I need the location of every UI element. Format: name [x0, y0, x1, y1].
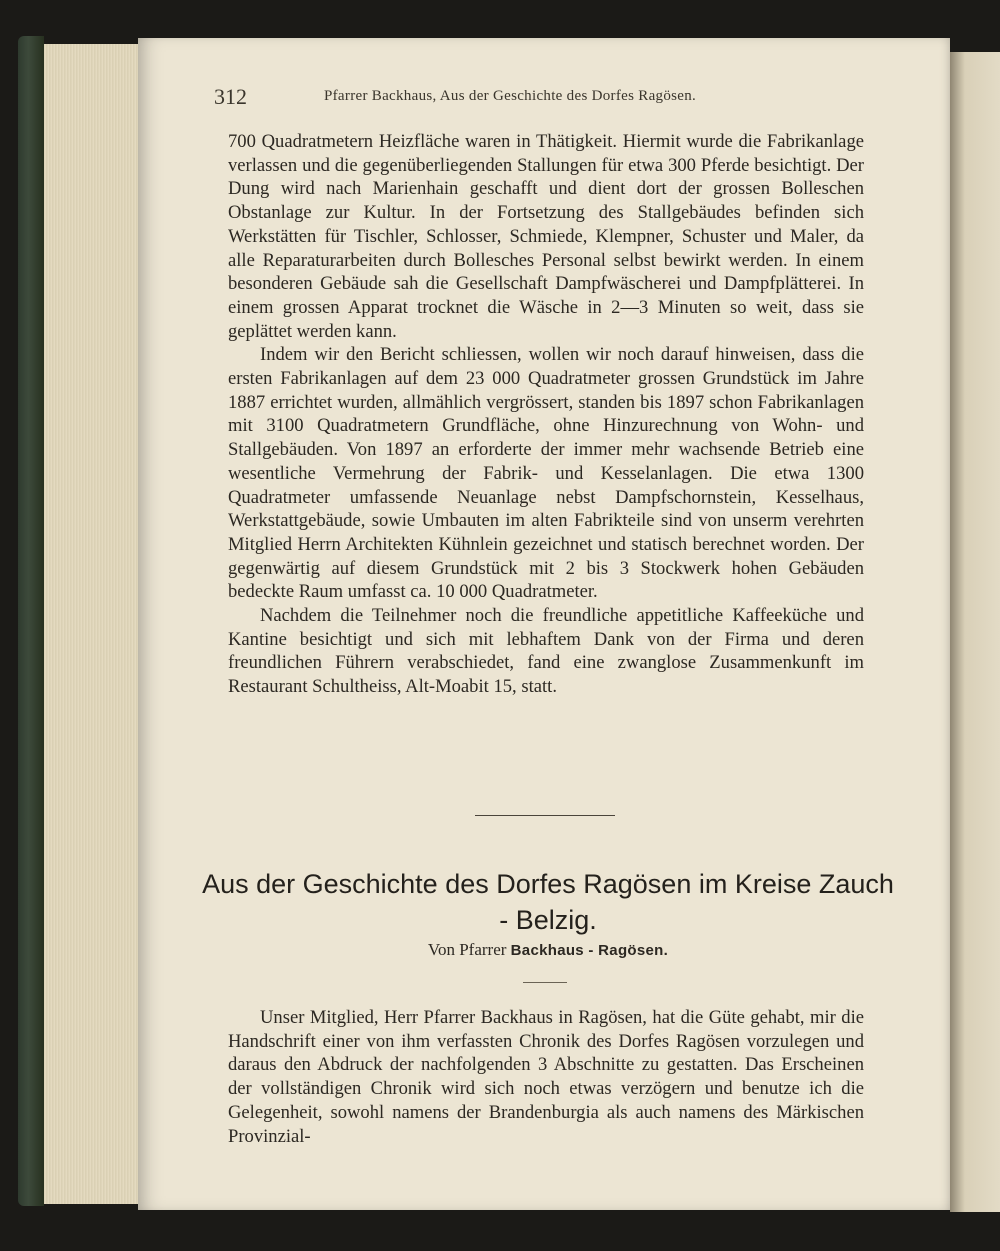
byline-author: Backhaus - Ragösen. [510, 942, 669, 959]
paragraph: Nachdem die Teilnehmer noch die freundliche appetitliche Kaffeeküche und Kantine besichtigt und sich mit lebhaftem Dank von der Firma und deren freundlichen Führern verabschiedet, fand eine zwanglose Zusammenkunft im Restaurant Schultheiss, Alt-Moabit 15, statt. [228, 605, 864, 698]
report-text [228, 130, 864, 699]
page-number: 312 [214, 84, 247, 109]
book-spine [18, 36, 44, 1206]
page-header [214, 84, 914, 112]
paragraph: 700 Quadratmetern Heizfläche waren in Thätigkeit. Hiermit wurde die Fabrikanlage verlassen und die gegenüberliegenden Stallungen für etwa 300 Pferde besichtigt. Der Dung wird nach Marienhain geschafft und dient dort der grossen Bolleschen Obstanlage zur Kultur. In der Fortsetzung des Stallgebäudes befinden sich Werkstätten für Tischler, Schlosser, Schmiede, Klempner, Schuster und Maler, da alle Reparaturarbeiten durch Bollesches Personal selbst bewirkt werden. In einem besonderen Gebäude sah die Gesellschaft Dampfwäscherei und Dampfplätterei. In einem grossen Apparat trocknet die Wäsche in 2—3 Minuten so weit, dass sie geplättet werden kann. [228, 131, 864, 342]
paragraph: Indem wir den Bericht schliessen, wollen wir noch darauf hinweisen, dass die ersten Fabrikanlagen auf dem 23 000 Quadratmeter grossen Grundstück im Jahre 1887 errichtet wurden, allmählich vergrössert, standen bis 1897 schon Fabrikanlagen mit 3100 Quadratmetern Grundfläche, ohne Hinzurechnung von Wohn- und Stallgebäuden. Von 1897 an erforderte der immer mehr wachsende Betrieb eine wesentliche Vermehrung der Fabrik- und Kesselanlagen. Die etwa 1300 Quadratmeter umfassende Neuanlage nebst Dampfschornstein, Kesselhaus, Werkstattgebäude, sowie Umbauten im alten Fabrikteile sind von unserm verehrten Mitglied Herrn Architekten Kühnlein gezeichnet und statisch berechnet worden. Der gegenwärtig auf diesem Grundstück mit 2 bis 3 Stockwerk hohen Gebäuden bedeckte Raum umfasst ca. 10 000 Quadratmeter. [228, 344, 864, 603]
page-edges [44, 44, 144, 1204]
byline-prefix: Von Pfarrer [427, 940, 507, 959]
section-divider [475, 815, 615, 816]
article-byline [198, 940, 898, 960]
book-page [138, 38, 950, 1210]
running-head: Pfarrer Backhaus, Aus der Geschichte des Dorfes Ragösen. [324, 88, 697, 104]
facing-page-edge [950, 52, 1000, 1212]
article-text [228, 1006, 864, 1148]
byline-rule [523, 982, 567, 983]
article-title: Aus der Geschichte des Dorfes Ragösen im Kreise Zauch - Belzig. [202, 869, 894, 935]
paragraph: Unser Mitglied, Herr Pfarrer Backhaus in Ragösen, hat die Güte gehabt, mir die Handschrift einer von ihm verfassten Chronik des Dorfes Ragösen vorzulegen und daraus den Abdruck der nachfolgenden 3 Abschnitte zu gestatten. Das Erscheinen der vollständigen Chronik wird sich noch etwas verzögern und benutze ich die Gelegenheit, sowohl namens der Brandenburgia als auch namens des Märkischen Provinzial- [228, 1007, 864, 1147]
